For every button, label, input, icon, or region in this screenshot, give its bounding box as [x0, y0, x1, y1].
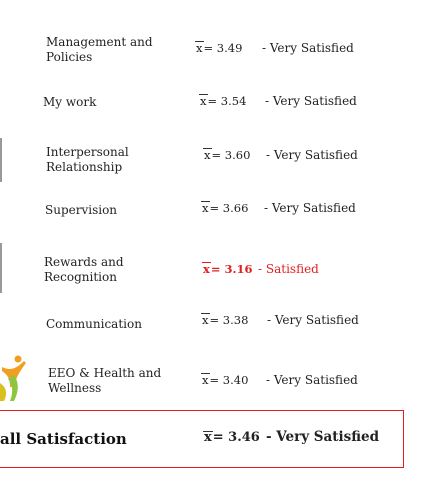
xbar-symbol: x [202, 313, 209, 327]
xbar-symbol: x [196, 41, 203, 55]
verdict-text-highlighted: - Satisfied [258, 262, 319, 276]
dimension-label: Supervision [45, 203, 118, 217]
mean-value: x= 3.38 [202, 313, 249, 327]
mean-value: x= 3.66 [202, 201, 249, 215]
dimension-row-supervision [0, 194, 426, 234]
verdict-text: - Very Satisfied [262, 41, 354, 55]
dimension-row-my-work [0, 86, 426, 126]
overall-verdict-text: - Very Satisfied [266, 429, 380, 445]
dimension-label: My work [43, 95, 97, 109]
mean-value: x= 3.40 [202, 373, 249, 387]
dimension-row-management [0, 32, 426, 72]
verdict-text: - Very Satisfied [267, 313, 359, 327]
verdict-text: - Very Satisfied [266, 148, 358, 162]
dimension-label: Communication [46, 317, 142, 331]
mean-value: x= 3.54 [200, 94, 247, 108]
dimension-row-eeo-health [0, 363, 426, 403]
mean-value-highlighted: x= 3.16 [203, 262, 253, 276]
xbar-symbol: x [202, 201, 209, 215]
verdict-text: - Very Satisfied [264, 201, 356, 215]
xbar-symbol: x [204, 148, 211, 162]
overall-mean-value: x= 3.46 [204, 430, 260, 445]
mean-value: x= 3.60 [204, 148, 251, 162]
overall-satisfaction-title: all Satisfaction [0, 430, 127, 448]
dimension-row-rewards [0, 252, 426, 292]
verdict-text: - Very Satisfied [265, 94, 357, 108]
verdict-text: - Very Satisfied [266, 373, 358, 387]
dimension-row-communication [0, 308, 426, 348]
dimension-label: Management and Policies [46, 35, 153, 64]
xbar-symbol: x [200, 94, 207, 108]
mean-value: x= 3.49 [196, 41, 243, 55]
dimension-label: Rewards and Recognition [44, 255, 124, 284]
dimension-row-interpersonal [0, 141, 426, 181]
dimension-label: Interpersonal Relationship [46, 145, 129, 174]
xbar-symbol: x [204, 430, 212, 445]
xbar-symbol: x [202, 373, 209, 387]
dimension-label: EEO & Health and Wellness [48, 366, 162, 395]
xbar-symbol: x [203, 262, 210, 276]
